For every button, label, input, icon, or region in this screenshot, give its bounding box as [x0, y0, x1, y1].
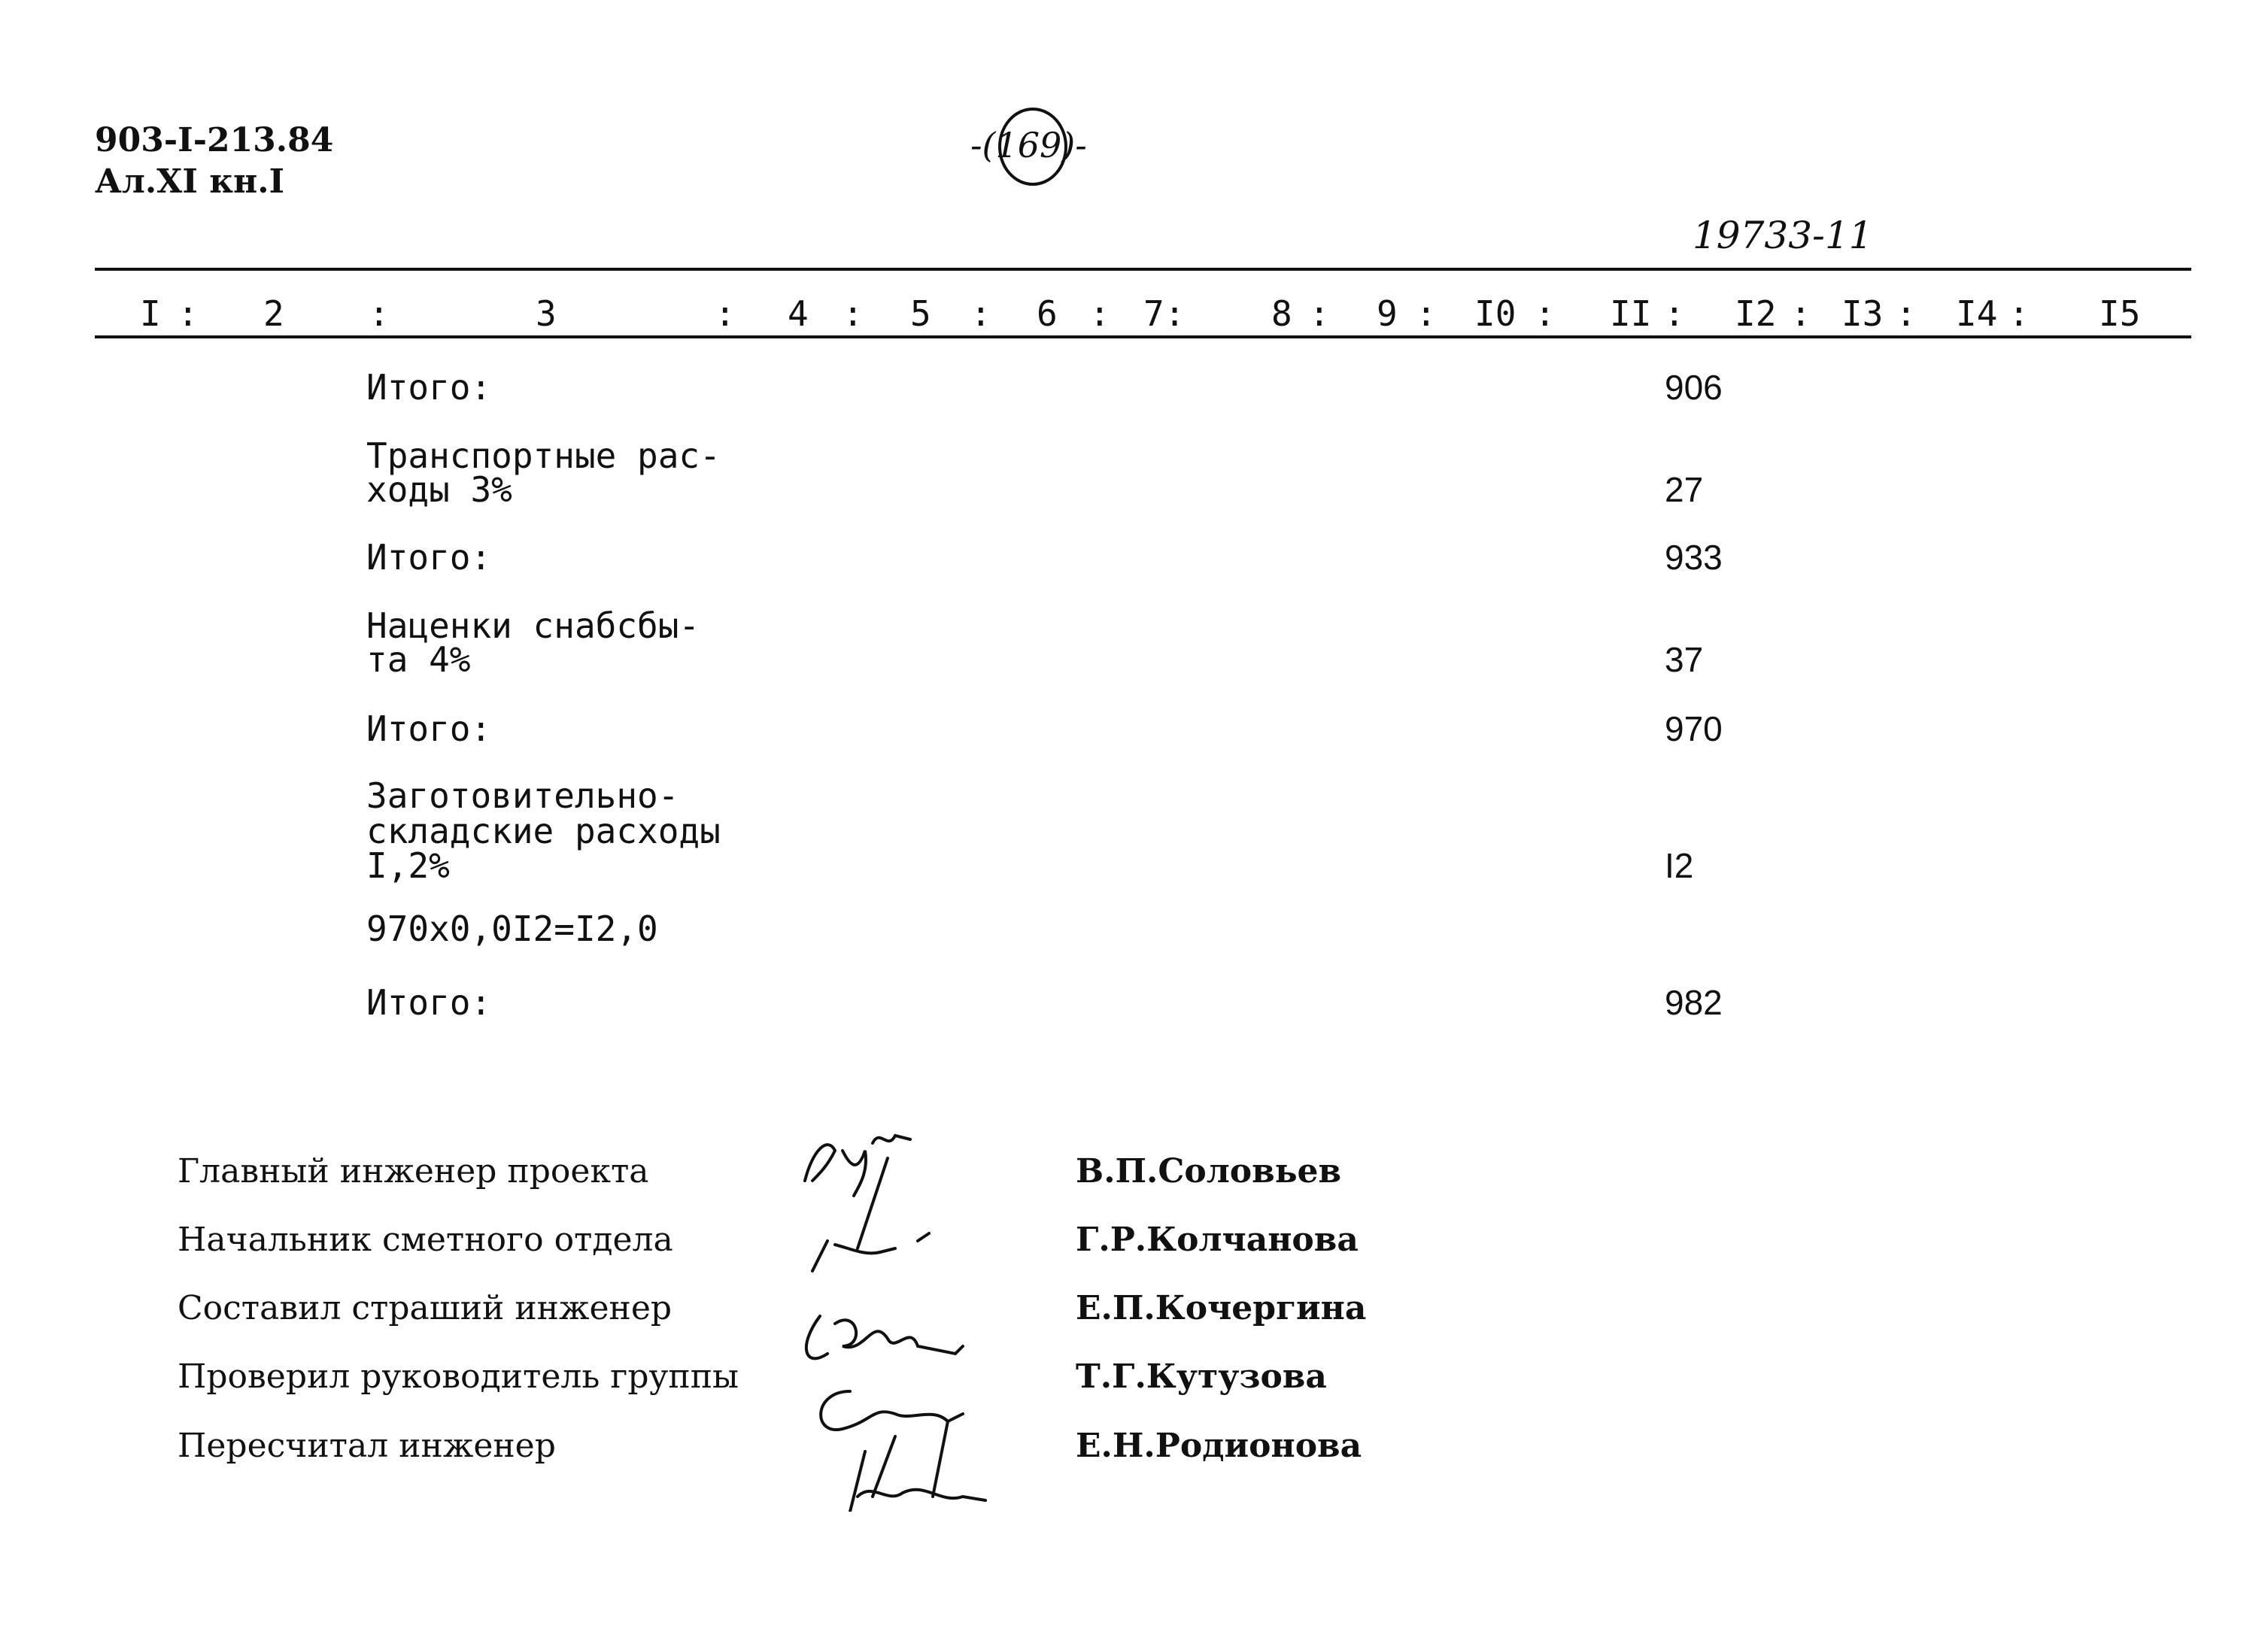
row-description: Транспортные рас- [366, 435, 721, 476]
column-number: 4 [788, 293, 809, 334]
column-number: 2 [263, 293, 284, 334]
stamp-number: 19733-11 [1693, 214, 1873, 257]
column-number: 5 [910, 293, 931, 334]
page-number-circle [991, 105, 1074, 188]
row-description: Заготовительно- [366, 775, 679, 816]
column-separator: : [1309, 293, 1330, 334]
signatory-name: Е.П.Кочергина [1076, 1289, 1367, 1327]
row-value: 906 [1665, 368, 1723, 407]
row-value: 933 [1665, 538, 1723, 577]
column-separator: : [1416, 293, 1437, 334]
column-number: I0 [1474, 293, 1517, 334]
page-number: -(169)- [970, 125, 1087, 165]
signatory-name: Е.Н.Родионова [1076, 1427, 1362, 1465]
column-number: I4 [1956, 293, 1998, 334]
album-ref: Ал.XI кн.I [95, 162, 285, 201]
column-number: 6 [1037, 293, 1058, 334]
row-description: складские расходы [366, 811, 721, 851]
column-separator: : [843, 293, 864, 334]
row-description: Наценки снабсбы- [366, 605, 700, 646]
column-separator: : [1664, 293, 1685, 334]
column-separator: : [970, 293, 991, 334]
column-separator: : [1535, 293, 1556, 334]
row-description: Итого: [366, 982, 492, 1023]
row-value: 970 [1665, 709, 1723, 748]
row-description: та 4% [366, 639, 471, 680]
signatory-role: Составил страший инженер [178, 1289, 673, 1327]
row-value: I2 [1665, 846, 1694, 885]
column-number: II [1610, 293, 1652, 334]
row-description: 970x0,0I2=I2,0 [366, 908, 658, 949]
handwritten-signatures [782, 1121, 1083, 1512]
row-value: 37 [1665, 640, 1704, 679]
row-description: Итого: [366, 708, 492, 749]
column-separator: : [1089, 293, 1110, 334]
row-description: ходы 3% [366, 469, 512, 510]
column-number: 3 [536, 293, 557, 334]
column-separator: : [178, 293, 199, 334]
doc-code: 903-I-213.84 [95, 121, 334, 159]
signatory-role: Пересчитал инженер [178, 1427, 556, 1465]
row-description: Итого: [366, 537, 492, 578]
column-number: I [140, 293, 161, 334]
column-number: 9 [1377, 293, 1398, 334]
column-separator: : [1790, 293, 1811, 334]
column-number: I5 [2099, 293, 2141, 334]
signatory-role: Проверил руководитель группы [178, 1357, 739, 1396]
column-separator: : [369, 293, 390, 334]
column-separator: : [715, 293, 736, 334]
column-separator: : [1896, 293, 1917, 334]
signatory-role: Главный инженер проекта [178, 1152, 649, 1191]
row-value: 27 [1665, 470, 1704, 509]
column-number: I2 [1735, 293, 1777, 334]
column-number: 7: [1143, 293, 1186, 334]
row-value: 982 [1665, 983, 1723, 1022]
signatory-name: В.П.Соловьев [1076, 1152, 1342, 1191]
signatory-name: Г.Р.Колчанова [1076, 1221, 1359, 1259]
signatory-role: Начальник сметного отдела [178, 1221, 673, 1259]
row-description: I,2% [366, 845, 450, 886]
column-separator: : [2008, 293, 2030, 334]
column-number: I3 [1841, 293, 1884, 334]
table-top-rule [95, 268, 2191, 271]
table-header-rule [95, 335, 2191, 338]
column-number: 8 [1271, 293, 1292, 334]
row-description: Итого: [366, 367, 492, 408]
signatory-name: Т.Г.Кутузова [1076, 1357, 1327, 1396]
